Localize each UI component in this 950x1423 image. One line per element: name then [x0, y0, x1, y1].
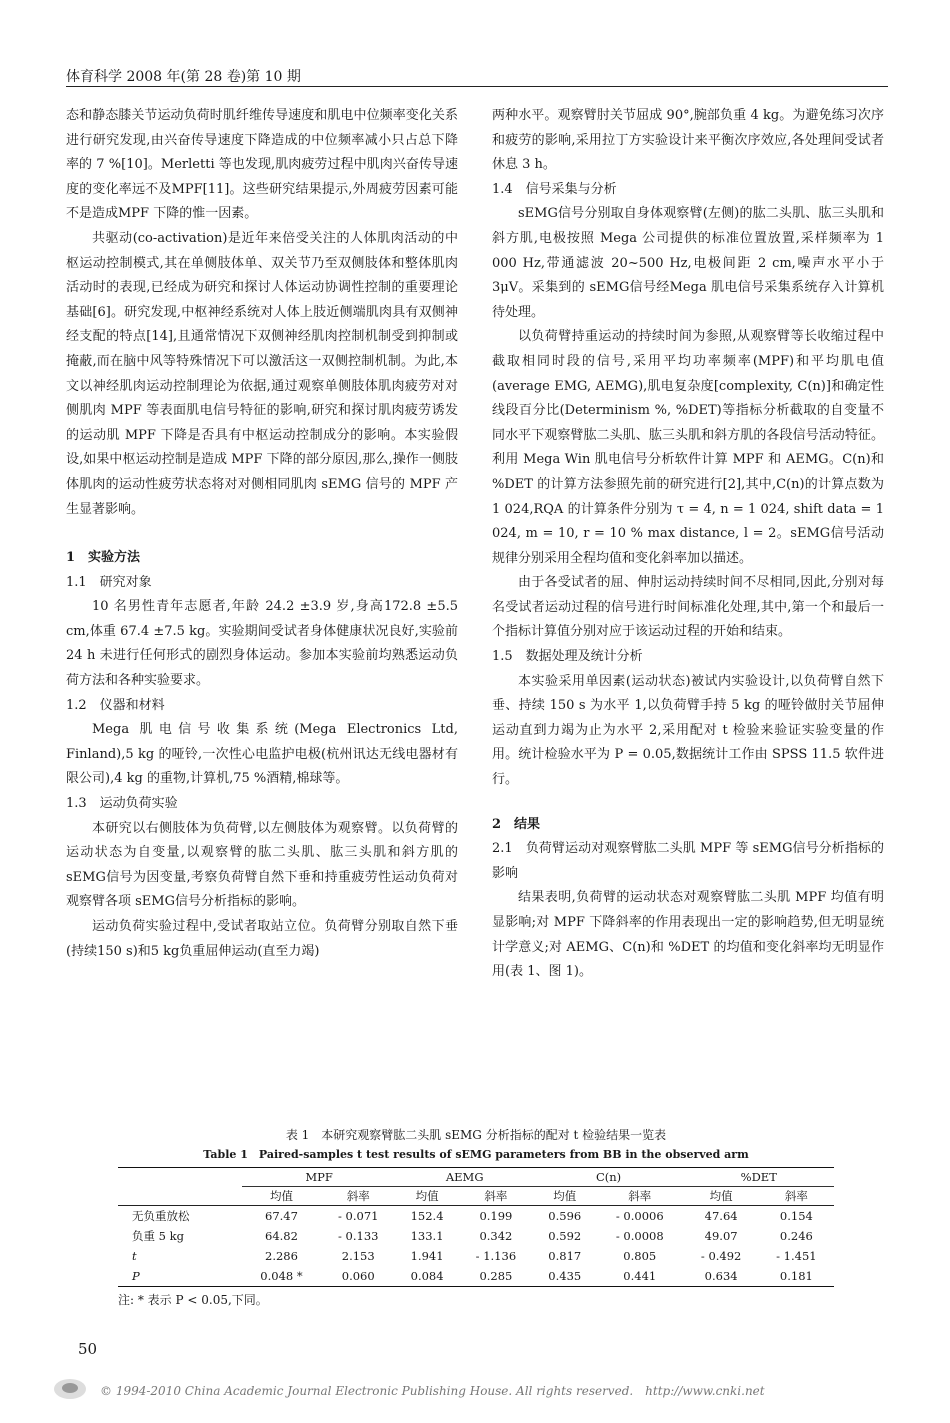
- row-label: 负重 5 kg: [132, 1229, 184, 1243]
- table-cell: 0.342: [479, 1229, 513, 1243]
- section-heading: 1 实验方法: [66, 550, 141, 566]
- table-row: [118, 1266, 834, 1287]
- table-group-header: [118, 1168, 834, 1187]
- table-cell: 1.941: [410, 1249, 444, 1263]
- subsection-heading: 1.4 信号采集与分析: [492, 181, 617, 197]
- paragraph: 两种水平。观察臂肘关节屈成 90°,腕部负重 4 kg。为避免练习次序和疲劳的影响,采用拉丁方实验设计来平衡次序效应,各处理间受试者休息 3 h。: [492, 108, 884, 173]
- header-rule: [66, 86, 888, 87]
- sub-header: 均值: [709, 1189, 733, 1203]
- right-column: [492, 104, 884, 985]
- table-cell: 0.048 *: [242, 1266, 320, 1287]
- left-column: [66, 104, 458, 964]
- sub-header: 斜率: [628, 1189, 652, 1203]
- section-heading: 2 结果: [492, 816, 541, 832]
- table-cell: - 0.133: [338, 1229, 379, 1243]
- results-table: [118, 1167, 834, 1287]
- table-cell: 0.441: [596, 1266, 684, 1287]
- table-row: [118, 1246, 834, 1266]
- table-cell: - 1.451: [776, 1249, 817, 1263]
- table-row: [118, 1226, 834, 1246]
- table-cell: 67.47: [242, 1206, 320, 1227]
- paragraph: Mega 肌电信号收集系统(Mega Electronics Ltd, Finland),5 kg 的哑铃,一次性心电监护电极(杭州讯达无线电器材有限公司),4 kg 的重物,计算机,75 %酒精,棉球等。: [66, 722, 458, 787]
- page-number: 50: [78, 1340, 98, 1358]
- paragraph: 本研究以右侧肢体为负荷臂,以左侧肢体为观察臂。以负荷臂的运动状态为自变量,以观察臂的肱二头肌、肱三头肌和斜方肌的 sEMG信号为因变量,考察负荷臂自然下垂和持重疲劳性运动负荷对观察臂各项 sEMG信号分析指标的影响。: [66, 820, 458, 910]
- sub-header: 斜率: [484, 1189, 508, 1203]
- row-label: t: [132, 1249, 137, 1263]
- paragraph: 结果表明,负荷臂的运动状态对观察臂肱二头肌 MPF 均值有明显影响;对 MPF 下降斜率的作用表现出一定的影响趋势,但无明显统计学意义;对 AEMG、C(n)和 %DET 的均值和变化斜率均无明显作用(表 1、图 1)。: [492, 890, 884, 980]
- running-header: 体育科学 2008 年(第 28 卷)第 10 期: [66, 69, 301, 85]
- table-cell: 2.286: [265, 1249, 298, 1263]
- paragraph: 运动负荷实验过程中,受试者取站立位。负荷臂分别取自然下垂(持续150 s)和5 kg负重屈伸运动(直至力竭): [66, 919, 458, 959]
- paragraph: 态和静态膝关节运动负荷时肌纤维传导速度和肌电中位频率变化关系进行研究发现,由兴奋传导速度下降造成的中位频率减小只占总下降率的 7 %[10]。Merletti 等也发现,肌肉疲劳过程中肌肉兴奋传导速度的变化率远不及MPF[11]。这些研究结果提示,外周疲劳因素可能不是造成MPF 下降的惟一因素。: [66, 108, 458, 222]
- table-cell: - 0.0006: [596, 1206, 684, 1227]
- table-note: 注: * 表示 P < 0.05,下同。: [118, 1293, 268, 1307]
- table-cell: 0.634: [684, 1266, 759, 1287]
- subsection-heading: 1.3 运动负荷实验: [66, 796, 178, 812]
- subsection-heading: 1.1 研究对象: [66, 574, 152, 590]
- paragraph: sEMG信号分别取自身体观察臂(左侧)的肱二头肌、肱三头肌和斜方肌,电极按照 Mega 公司提供的标准位置放置,采样频率为 1 000 Hz,带通滤波 20~500 Hz,电极间距 2 cm,噪声水平小于 3μV。采集到的 sEMG信号经Mega 肌电信号采集系统存入计算机待处理。: [492, 206, 884, 320]
- sub-header: 均值: [415, 1189, 439, 1203]
- table-cell: 47.64: [684, 1206, 759, 1227]
- table-cell: 0.817: [548, 1249, 582, 1263]
- paragraph: 由于各受试者的屈、伸肘运动持续时间不尽相同,因此,分别对每名受试者运动过程的信号进行时间标准化处理,其中,第一个和最后一个指标计算值分别对应于该运动过程的开始和结束。: [492, 575, 884, 640]
- subsection-heading: 1.5 数据处理及统计分析: [492, 649, 643, 665]
- table-cell: 49.07: [704, 1229, 738, 1243]
- table-cell: 0.246: [779, 1229, 813, 1243]
- table-cell: - 0.071: [321, 1206, 396, 1227]
- copyright-footer: © 1994-2010 China Academic Journal Electronic Publishing House. All rights reserved. http://www.cnki.net: [100, 1384, 765, 1398]
- table-caption-en: Table 1 Paired-samples t test results of sEMG parameters from BB in the observed arm: [203, 1148, 749, 1161]
- table-cell: 0.084: [396, 1266, 458, 1287]
- paragraph: 以负荷臂持重运动的持续时间为参照,从观察臂等长收缩过程中截取相同时段的信号,采用平均功率频率(MPF)和平均肌电值(average EMG, AEMG),肌电复杂度[complexity, C(n)]和确定性线段百分比(Determinism %, %DET)等指标分析截取的自变量不同水平下观察臂肱二头肌、肱三头肌和斜方肌的各段信号活动特征。利用 Mega Win 肌电信号分析软件计算 MPF 和 AEMG。C(n)和 %DET 的计算方法参照先前的研究进行[2],其中,C(n)的计算点数为 1 024,RQA 的计算条件分别为 τ = 4, n = 1 024, shift data = 1 024, m = 10, r = 10 % max distance, l = 2。sEMG信号活动规律分别采用全程均值和变化斜率加以描述。: [492, 329, 884, 566]
- table-cell: 133.1: [410, 1229, 444, 1243]
- sub-header: 斜率: [784, 1189, 808, 1203]
- table-cell: 0.154: [759, 1206, 834, 1227]
- table-cell: 152.4: [396, 1206, 458, 1227]
- sub-header: 均值: [269, 1189, 293, 1203]
- subsection-heading: 1.2 仪器和材料: [66, 697, 165, 713]
- table-cell: - 0.0008: [615, 1229, 664, 1243]
- table-cell: 0.596: [534, 1206, 596, 1227]
- table-cell: 0.199: [458, 1206, 533, 1227]
- paragraph: 共驱动(co-activation)是近年来倍受关注的人体肌肉活动的中枢运动控制模式,其在单侧肢体单、双关节乃至双侧肢体和整体肌肉活动时的表现,已经成为研究和探讨人体运动协调性控制的重要理论基础[6]。研究发现,中枢神经系统对人体上肢近侧端肌肉具有双侧神经支配的特点[14],且通常情况下双侧神经肌肉控制机制受到抑制或掩蔽,而在脑中风等特殊情况下可以激活这一双侧控制机制。为此,本文以神经肌肉运动控制理论为依据,通过观察单侧肢体肌肉疲劳对对侧肌肉 MPF 等表面肌电信号特征的影响,研究和探讨肌肉疲劳诱发的运动肌 MPF 下降是否具有中枢运动控制成分的影响。本实验假设,如果中枢运动控制是造成 MPF 下降的部分原因,那么,操作一侧肢体肌肉的运动性疲劳状态将对对侧相同肌肉 sEMG 信号的 MPF 产生显著影响。: [66, 230, 458, 517]
- table-cell: 0.181: [759, 1266, 834, 1287]
- group-header: MPF: [242, 1168, 396, 1187]
- table-cell: 64.82: [265, 1229, 298, 1243]
- table-cell: 0.592: [548, 1229, 582, 1243]
- table-cell: 0.805: [623, 1249, 657, 1263]
- table-sub-header: [118, 1187, 834, 1206]
- subsection-heading: 2.1 负荷臂运动对观察臂肱二头肌 MPF 等 sEMG信号分析指标的影响: [492, 841, 884, 881]
- table-cell: 0.285: [458, 1266, 533, 1287]
- cnki-logo-icon: [52, 1376, 88, 1402]
- table-row: [118, 1206, 834, 1227]
- paragraph: 10 名男性青年志愿者,年龄 24.2 ±3.9 岁,身高172.8 ±5.5 cm,体重 67.4 ±7.5 kg。实验期间受试者身体健康状况良好,实验前 24 h 未进行任何形式的剧烈身体运动。参加本实验前均熟悉运动负荷方法和各种实验要求。: [66, 599, 458, 689]
- table-cell: 0.060: [321, 1266, 396, 1287]
- table-cell: 2.153: [341, 1249, 375, 1263]
- table-cell: - 0.492: [700, 1249, 742, 1263]
- table-cell: 0.435: [534, 1266, 596, 1287]
- group-header: C(n): [534, 1168, 684, 1187]
- table-caption-cn: 表 1 本研究观察臂肱二头肌 sEMG 分析指标的配对 t 检验结果一览表: [285, 1128, 667, 1142]
- group-header: AEMG: [396, 1168, 534, 1187]
- row-label: 无负重放松: [118, 1206, 242, 1227]
- sub-header: 斜率: [346, 1189, 370, 1203]
- paragraph: 本实验采用单因素(运动状态)被试内实验设计,以负荷臂自然下垂、持续 150 s 为水平 1,以负荷臂手持 5 kg 的哑铃做肘关节屈伸运动直到力竭为止为水平 2,采用配对 t 检验来验证实验变量的作用。统计检验水平为 P = 0.05,数据统计工作由 SPSS 11.5 软件进行。: [492, 673, 884, 788]
- sub-header: 均值: [553, 1189, 577, 1203]
- table-cell: - 1.136: [475, 1249, 517, 1263]
- table-1: [118, 1125, 834, 1308]
- table-body: [118, 1206, 834, 1287]
- row-label: P: [118, 1266, 242, 1287]
- group-header: %DET: [684, 1168, 834, 1187]
